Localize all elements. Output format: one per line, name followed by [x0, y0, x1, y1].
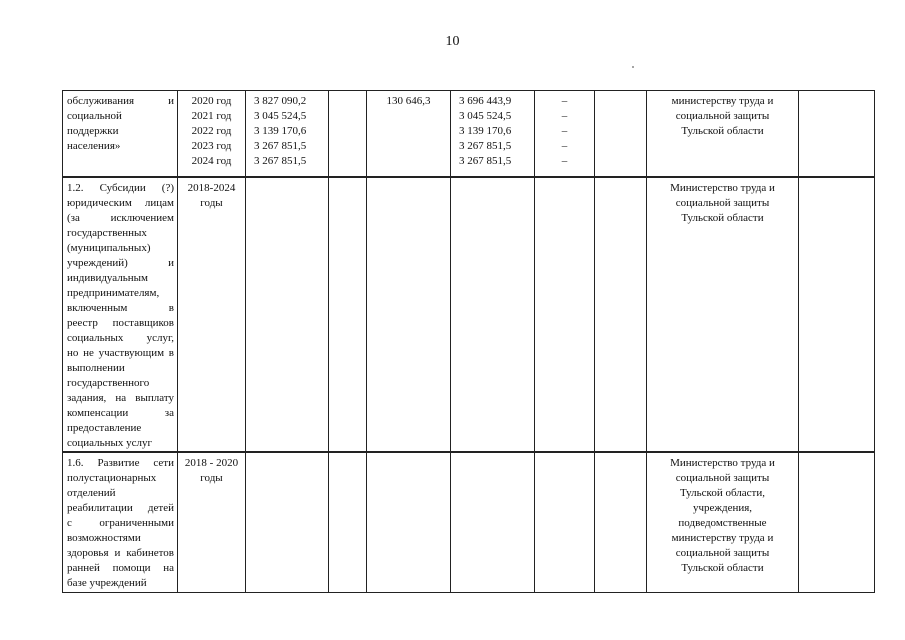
cell-text-line: ранней помощи на	[67, 562, 174, 574]
cell-text-line: социальных услуг	[67, 437, 153, 449]
cell-text-line: поддержки	[67, 125, 119, 137]
empty-cell	[451, 177, 535, 452]
empty-cell	[451, 452, 535, 593]
page-number: 10	[445, 34, 460, 49]
empty-cell	[367, 177, 451, 452]
cell-text-line: юридическим лицам	[67, 197, 174, 209]
measure-name-cell	[63, 452, 178, 593]
cell-text-line: Тульской области	[681, 212, 764, 224]
cell-text-line: социальной защиты	[675, 547, 770, 559]
scan-speck	[632, 66, 634, 68]
cell-text-line: здоровья и кабинетов	[67, 547, 174, 559]
budget-amount-cell	[451, 91, 535, 178]
empty-cell	[535, 452, 595, 593]
empty-cell	[329, 177, 367, 452]
cell-text-line: 3 267 851,5	[254, 140, 307, 152]
period-cell	[178, 452, 246, 593]
table-row	[63, 91, 875, 178]
empty-cell	[367, 452, 451, 593]
cell-text-line: Тульской области	[681, 562, 764, 574]
period-cell	[178, 177, 246, 452]
empty-cell	[595, 452, 647, 593]
cell-text-line: 2018-2024	[187, 182, 236, 194]
cell-text-line: предоставление	[67, 422, 142, 434]
cell-text-line: –	[561, 125, 568, 137]
empty-cell	[246, 452, 329, 593]
cell-text-line: 2024 год	[191, 155, 232, 167]
cell-text-line: 1.6. Развитие сети	[67, 457, 174, 469]
cell-text-line: 2023 год	[191, 140, 232, 152]
cell-text-line: министерству труда и	[671, 95, 774, 107]
cell-text-line: –	[561, 155, 568, 167]
cell-text-line: 3 139 170,6	[254, 125, 307, 137]
other-sources-cell	[535, 91, 595, 178]
cell-text-line: 3 827 090,2	[254, 95, 307, 107]
cell-text-line: реестр поставщиков	[67, 317, 174, 329]
cell-text-line: министерству труда и	[671, 532, 774, 544]
cell-text-line: но не участвующим в	[67, 347, 174, 359]
empty-cell	[799, 177, 875, 452]
cell-text-line: государственного	[67, 377, 150, 389]
empty-cell	[595, 177, 647, 452]
cell-text-line: с ограниченными	[67, 517, 174, 529]
cell-text-line: 2021 год	[191, 110, 232, 122]
cell-text-line: задания, на выплату	[67, 392, 174, 404]
responsible-cell	[647, 91, 799, 178]
cell-text-line: –	[561, 110, 568, 122]
cell-text-line: 3 139 170,6	[459, 125, 512, 137]
cell-text-line: отделений	[67, 487, 116, 499]
table-row	[63, 452, 875, 593]
cell-text-line: индивидуальным	[67, 272, 149, 284]
cell-text-line: 3 696 443,9	[459, 95, 512, 107]
cell-text-line: 3 267 851,5	[459, 155, 512, 167]
program-table	[62, 90, 875, 593]
empty-cell	[246, 177, 329, 452]
cell-text-line: 3 045 524,5	[459, 110, 512, 122]
total-amount-cell	[246, 91, 329, 178]
regional-budget-cell	[367, 91, 451, 178]
empty-cell	[329, 452, 367, 593]
cell-text-line: 130 646,3	[386, 95, 431, 107]
empty-cell	[595, 91, 647, 178]
cell-text-line: государственных	[67, 227, 147, 239]
cell-text-line: компенсации за	[67, 407, 174, 419]
cell-text-line: –	[561, 95, 568, 107]
cell-text-line: (за исключением	[67, 212, 174, 224]
period-cell	[178, 91, 246, 178]
cell-text-line: 2020 год	[191, 95, 232, 107]
cell-text-line: годы	[200, 472, 223, 484]
cell-text-line: годы	[200, 197, 223, 209]
cell-text-line: возможностями	[67, 532, 141, 544]
empty-cell	[535, 177, 595, 452]
cell-text-line: 1.2. Субсидии (?)	[67, 182, 174, 194]
cell-text-line: 3 267 851,5	[459, 140, 512, 152]
cell-text-line: населения»	[67, 140, 121, 152]
cell-text-line: социальной защиты	[675, 110, 770, 122]
cell-text-line: полустационарных	[67, 472, 157, 484]
cell-text-line: подведомственные	[678, 517, 767, 529]
cell-text-line: 2018 - 2020	[184, 457, 239, 469]
federal-budget-cell	[329, 91, 367, 178]
cell-text-line: Министерство труда и	[670, 182, 775, 194]
cell-text-line: социальной	[67, 110, 122, 122]
cell-text-line: (муниципальных)	[67, 242, 151, 254]
cell-text-line: учреждения,	[692, 502, 753, 514]
cell-text-line: включенным в	[67, 302, 174, 314]
responsible-cell	[647, 177, 799, 452]
empty-cell	[799, 452, 875, 593]
cell-text-line: базе учреждений	[67, 577, 147, 589]
cell-text-line: социальных услуг,	[67, 332, 174, 344]
cell-text-line: социальной защиты	[675, 197, 770, 209]
cell-text-line: Тульской области	[681, 125, 764, 137]
cell-text-line: учреждений) и	[67, 257, 174, 269]
cell-text-line: социальной защиты	[675, 472, 770, 484]
cell-text-line: Тульской области,	[679, 487, 766, 499]
cell-text-line: реабилитации детей	[67, 502, 174, 514]
cell-text-line: 3 267 851,5	[254, 155, 307, 167]
cell-text-line: –	[561, 140, 568, 152]
table-row	[63, 177, 875, 452]
empty-cell	[799, 91, 875, 178]
cell-text-line: предпринимателям,	[67, 287, 160, 299]
cell-text-line: 3 045 524,5	[254, 110, 307, 122]
cell-text-line: выполнении	[67, 362, 125, 374]
measure-name-cell	[63, 177, 178, 452]
cell-text-line: Министерство труда и	[670, 457, 775, 469]
cell-text-line: 2022 год	[191, 125, 232, 137]
measure-name-cell	[63, 91, 178, 178]
cell-text-line: обслуживания и	[67, 95, 174, 107]
responsible-cell	[647, 452, 799, 593]
